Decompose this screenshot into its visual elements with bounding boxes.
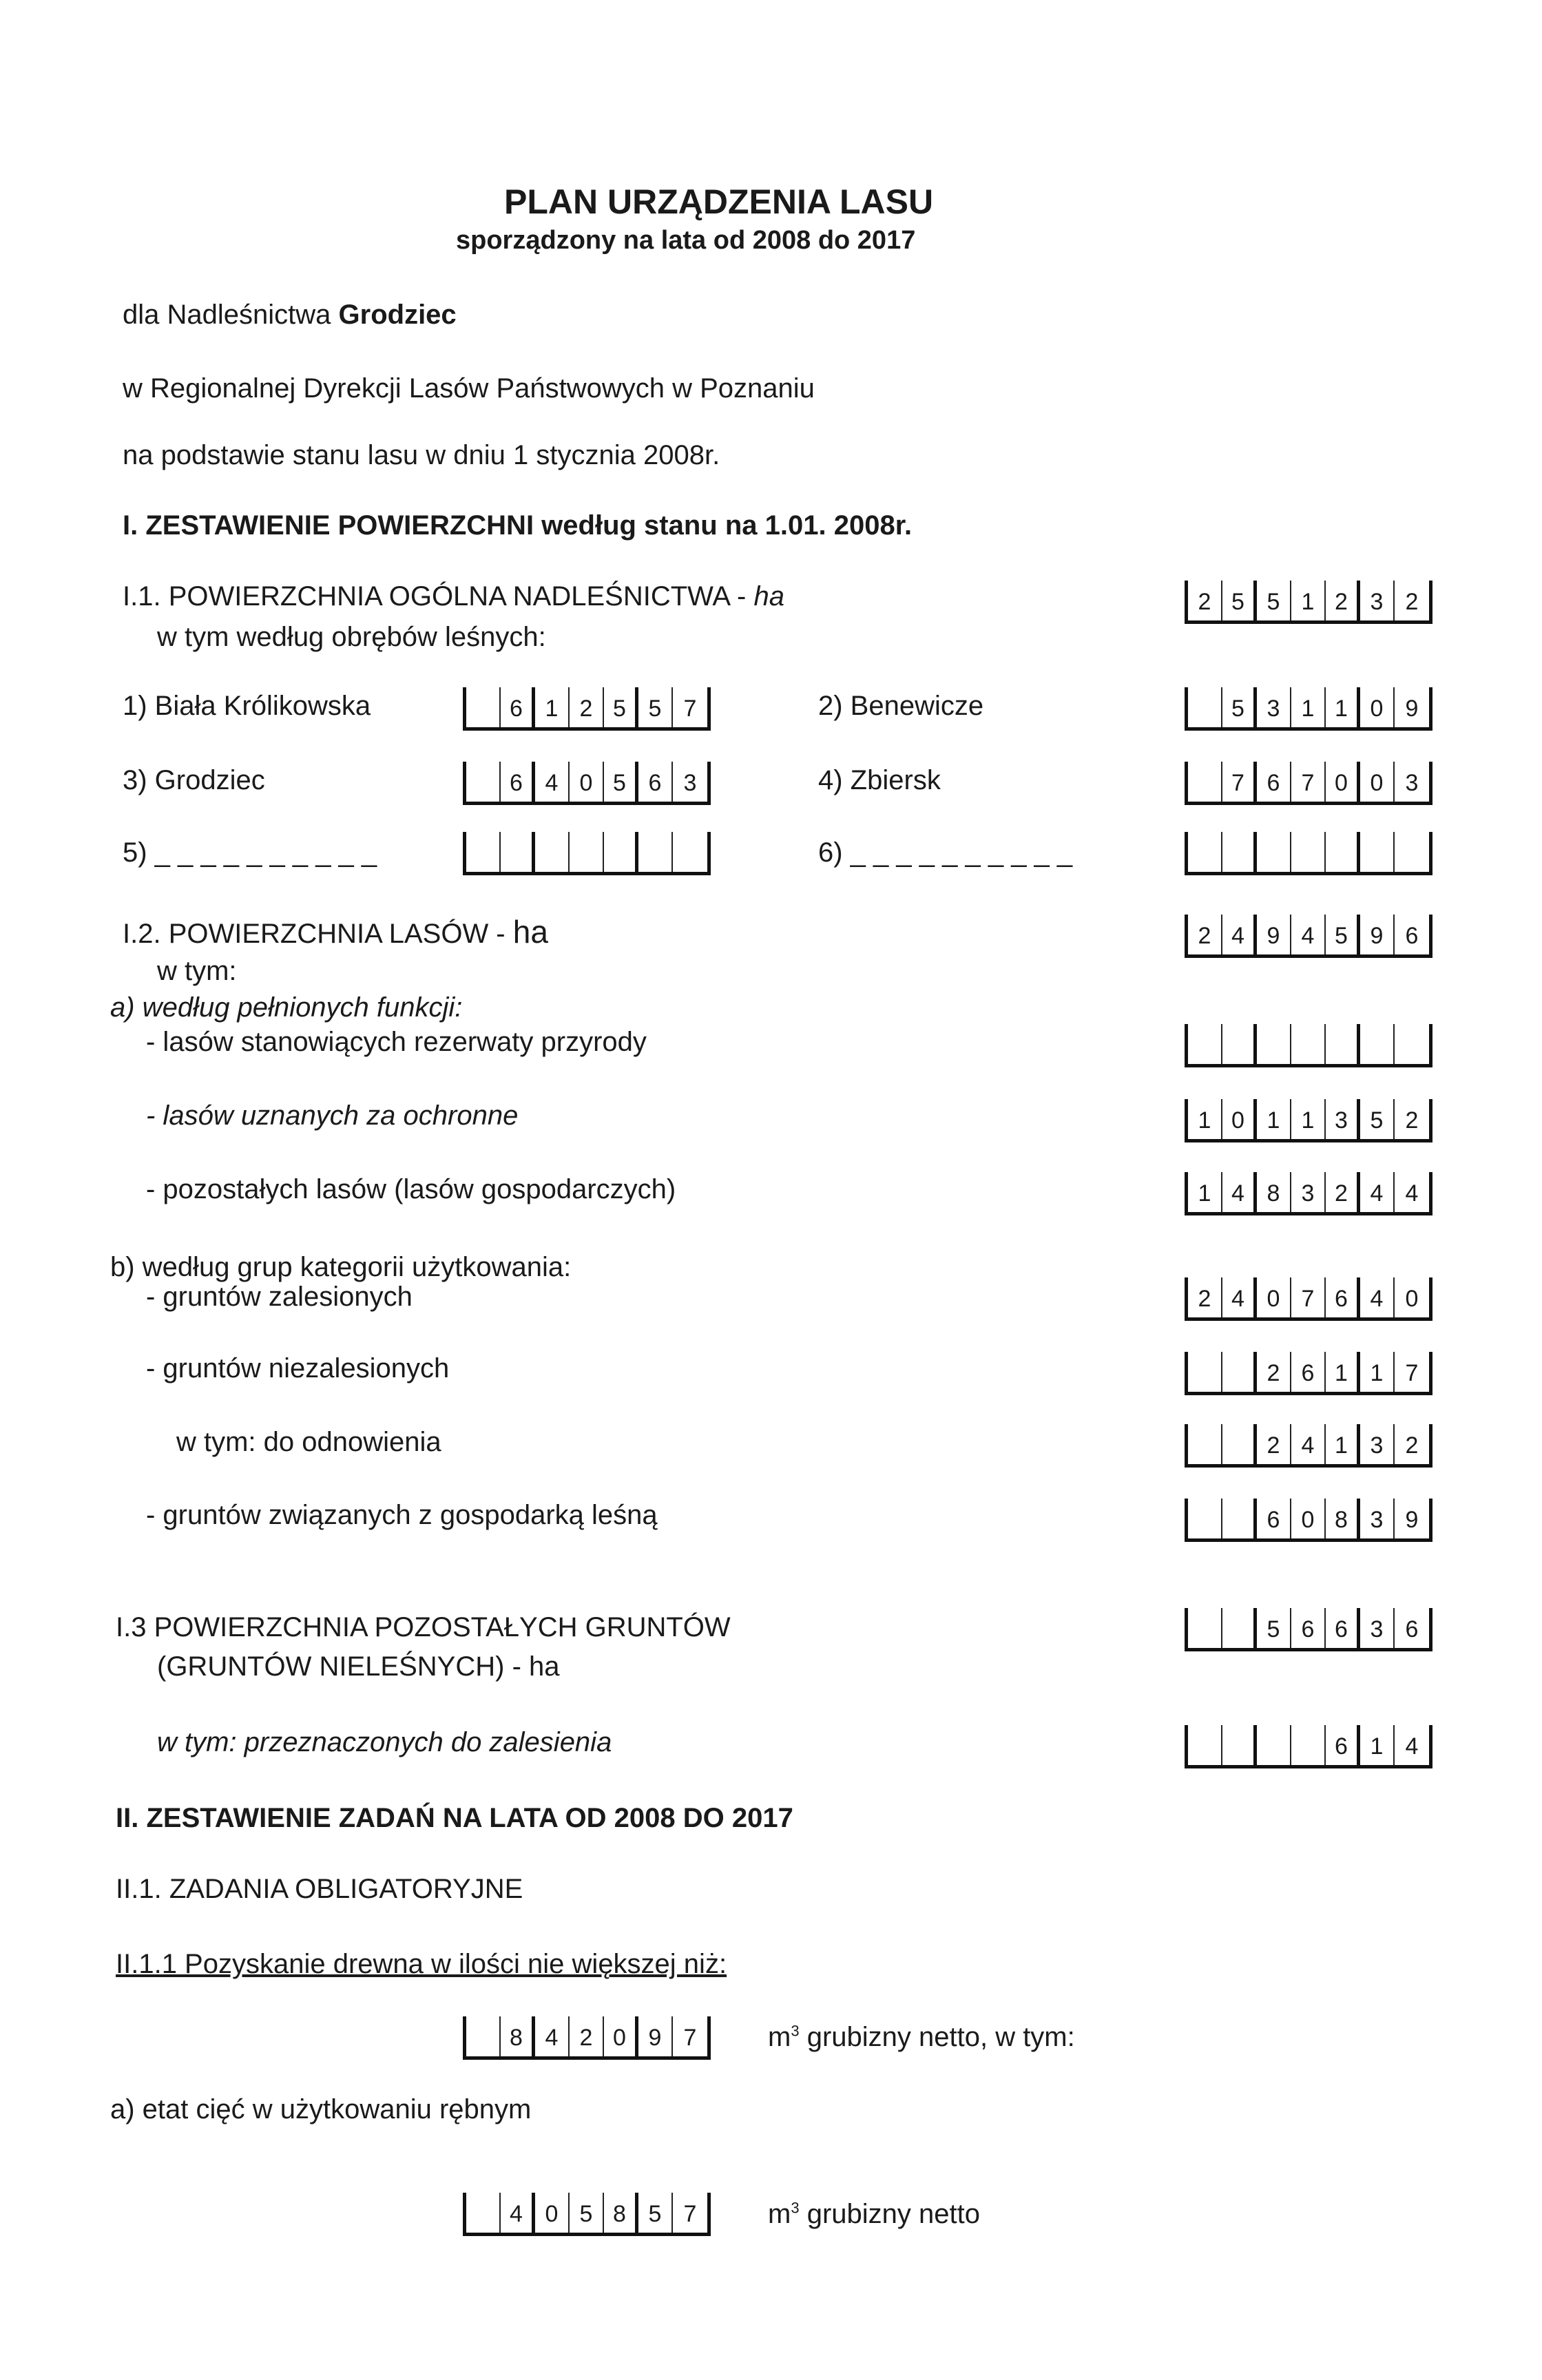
s13-sub-text: w tym: przeznaczonych do zalesienia <box>157 1727 612 1757</box>
obreb-3-field[interactable] <box>463 762 711 805</box>
digit-cell: 3 <box>1326 1099 1360 1139</box>
digit-cell: 8 <box>501 2016 535 2056</box>
digit-cell: 1 <box>1188 1172 1222 1212</box>
digit-cell: 6 <box>638 762 673 802</box>
etat-field[interactable] <box>463 2193 711 2236</box>
digit-cell: 1 <box>1257 1099 1291 1139</box>
obreb-5-label: 5) _ _ _ _ _ _ _ _ _ _ <box>123 837 377 868</box>
etat-unit-rest: grubizny netto <box>799 2199 980 2229</box>
digit-cell: 7 <box>1291 1277 1326 1317</box>
digit-cell: 4 <box>1291 1424 1326 1464</box>
digit-cell <box>1222 1024 1257 1064</box>
digit-cell: 9 <box>1405 1506 1419 1533</box>
digit-cell: 3 <box>1257 687 1291 727</box>
digit-cell <box>1188 762 1222 802</box>
digit-cell: 1 <box>1326 1424 1360 1464</box>
digit-cell <box>1222 1608 1257 1648</box>
s13-sub-field[interactable] <box>1185 1725 1432 1768</box>
digit-cell: 4 <box>535 762 570 802</box>
s12-a-label: a) według pełnionych funkcji: <box>110 992 463 1023</box>
b-item-2-label: - gruntów niezalesionych <box>146 1353 450 1384</box>
digit-cell: 6 <box>1257 762 1291 802</box>
total-harvest-unit <box>768 2023 1075 2051</box>
s13-sub-label <box>157 1729 612 1756</box>
nadlesnictwo-name: Grodziec <box>338 300 457 330</box>
digit-cell: 5 <box>604 687 638 727</box>
digit-cell <box>535 832 570 872</box>
digit-cell: 4 <box>1222 1172 1257 1212</box>
digit-cell: 5 <box>1326 915 1360 954</box>
digit-cell <box>1222 1499 1257 1538</box>
digit-cell <box>1188 1352 1222 1392</box>
b-item-1-field[interactable] <box>1185 1277 1432 1321</box>
b-item-4-field[interactable] <box>1185 1499 1432 1542</box>
digit-cell: 0 <box>1360 687 1395 727</box>
digit-cell: 5 <box>570 2193 604 2233</box>
nadlesnictwo-line <box>123 301 457 328</box>
digit-cell: 2 <box>1188 1277 1222 1317</box>
digit-cell: 0 <box>535 2193 570 2233</box>
s12-unit: ha <box>512 914 548 950</box>
digit-cell <box>466 832 501 872</box>
digit-cell <box>1291 1024 1326 1064</box>
a-item-1-field[interactable] <box>1185 1024 1432 1067</box>
digit-cell: 4 <box>1405 1180 1419 1207</box>
digit-cell: 4 <box>1222 915 1257 954</box>
digit-cell: 5 <box>1360 1099 1395 1139</box>
digit-cell: 8 <box>1326 1499 1360 1538</box>
digit-cell <box>1188 1024 1222 1064</box>
digit-cell: 1 <box>1326 687 1360 727</box>
digit-cell <box>1222 1352 1257 1392</box>
etat-unit-sup: 3 <box>791 2199 800 2217</box>
digit-cell: 4 <box>1222 1277 1257 1317</box>
digit-cell: 8 <box>604 2193 638 2233</box>
digit-cell: 1 <box>1360 1352 1395 1392</box>
digit-cell: 6 <box>501 687 535 727</box>
digit-cell: 4 <box>1405 1733 1419 1760</box>
digit-cell: 3 <box>1360 581 1395 620</box>
digit-cell: 6 <box>1405 1616 1419 1642</box>
section2-title: II. ZESTAWIENIE ZADAŃ NA LATA OD 2008 DO 2017 <box>116 1803 793 1833</box>
digit-cell: 3 <box>1360 1424 1395 1464</box>
s12-value-field[interactable] <box>1185 915 1432 958</box>
digit-cell: 0 <box>1222 1099 1257 1139</box>
obreb-5-field[interactable] <box>463 832 711 875</box>
digit-cell <box>673 832 707 872</box>
unit-sup: 3 <box>791 2022 800 2040</box>
digit-cell <box>570 832 604 872</box>
digit-cell: 7 <box>683 695 697 722</box>
digit-cell <box>1222 1725 1257 1765</box>
digit-cell: 0 <box>1291 1499 1326 1538</box>
digit-cell: 7 <box>1291 762 1326 802</box>
digit-cell: 4 <box>501 2193 535 2233</box>
digit-cell: 1 <box>1360 1725 1395 1765</box>
digit-cell: 1 <box>535 687 570 727</box>
digit-cell <box>1360 832 1395 872</box>
digit-cell: 2 <box>1405 588 1419 615</box>
digit-cell <box>1360 1024 1395 1064</box>
section2-a-label: a) etat cięć w użytkowaniu rębnym <box>110 2094 532 2125</box>
s11-sub: w tym według obrębów leśnych: <box>157 622 546 652</box>
s11-value-field[interactable] <box>1185 581 1432 624</box>
obreb-2-label: 2) Benewicze <box>818 691 984 721</box>
digit-cell <box>1188 687 1222 727</box>
digit-cell: 4 <box>535 2016 570 2056</box>
digit-cell: 1 <box>1291 687 1326 727</box>
digit-cell <box>1291 832 1326 872</box>
digit-cell <box>1291 1725 1326 1765</box>
s12-w-tym: w tym: <box>157 956 237 986</box>
digit-cell <box>1188 832 1222 872</box>
etat-unit-m: m <box>768 2199 791 2229</box>
s13-label: I.3 POWIERZCHNIA POZOSTAŁYCH GRUNTÓW <box>116 1612 731 1642</box>
digit-cell: 6 <box>1326 1725 1360 1765</box>
digit-cell: 8 <box>1257 1172 1291 1212</box>
s13-value-field[interactable] <box>1185 1608 1432 1651</box>
obreb-6-label: 6) _ _ _ _ _ _ _ _ _ _ <box>818 837 1073 868</box>
digit-cell: 6 <box>1405 922 1419 949</box>
digit-cell: 7 <box>683 2024 697 2051</box>
b-item-3-label: w tym: do odnowienia <box>176 1427 441 1457</box>
digit-cell: 7 <box>1405 1359 1419 1386</box>
digit-cell: 6 <box>1291 1352 1326 1392</box>
digit-cell: 1 <box>1326 1352 1360 1392</box>
digit-cell: 5 <box>604 762 638 802</box>
etat-unit <box>768 2200 980 2228</box>
s13-label2: (GRUNTÓW NIELEŚNYCH) - ha <box>157 1651 560 1682</box>
obreb-2-field[interactable] <box>1185 687 1432 731</box>
digit-cell: 0 <box>1326 762 1360 802</box>
digit-cell: 2 <box>1257 1352 1291 1392</box>
digit-cell <box>1222 832 1257 872</box>
digit-cell <box>1257 1024 1291 1064</box>
digit-cell <box>1188 1499 1222 1538</box>
s12-b-label: b) według grup kategorii użytkowania: <box>110 1252 572 1282</box>
digit-cell <box>1188 1424 1222 1464</box>
digit-cell <box>1188 1608 1222 1648</box>
digit-cell: 7 <box>1222 762 1257 802</box>
digit-cell <box>1188 1725 1222 1765</box>
s11-unit: ha <box>753 581 784 612</box>
digit-cell: 4 <box>1360 1172 1395 1212</box>
obreb-3-label: 3) Grodziec <box>123 765 265 795</box>
digit-cell: 2 <box>570 687 604 727</box>
a-item-1-label: - lasów stanowiących rezerwaty przyrody <box>146 1027 647 1057</box>
digit-cell: 2 <box>1326 581 1360 620</box>
digit-cell <box>1326 832 1360 872</box>
digit-cell: 7 <box>683 2200 697 2227</box>
digit-cell: 5 <box>1257 1608 1291 1648</box>
stan-line: na podstawie stanu lasu w dniu 1 stycznia 2008r. <box>123 440 720 470</box>
digit-cell: 6 <box>1257 1499 1291 1538</box>
digit-cell: 5 <box>1222 581 1257 620</box>
a-item-2-label: - lasów uznanych za ochronne <box>146 1100 519 1131</box>
section1-title: I. ZESTAWIENIE POWIERZCHNI według stanu na 1.01. 2008r. <box>123 510 913 541</box>
digit-cell: 9 <box>1405 695 1419 722</box>
digit-cell: 3 <box>1360 1608 1395 1648</box>
b-item-1-label: - gruntów zalesionych <box>146 1282 413 1312</box>
digit-cell: 5 <box>638 687 673 727</box>
a-item-3-label: - pozostałych lasów (lasów gospodarczych) <box>146 1174 676 1204</box>
unit-m: m <box>768 2022 791 2052</box>
digit-cell: 0 <box>604 2016 638 2056</box>
s12-label <box>123 916 548 948</box>
digit-cell: 5 <box>638 2193 673 2233</box>
section2-s211: II.1.1 Pozyskanie drewna w ilości nie większej niż: <box>116 1949 727 1979</box>
digit-cell: 2 <box>1405 1107 1419 1134</box>
obreb-4-field[interactable] <box>1185 762 1432 805</box>
digit-cell <box>466 687 501 727</box>
digit-cell: 6 <box>1291 1608 1326 1648</box>
digit-cell: 1 <box>1188 1099 1222 1139</box>
digit-cell: 3 <box>1405 769 1419 796</box>
digit-cell <box>638 832 673 872</box>
digit-cell <box>501 832 535 872</box>
digit-cell: 9 <box>1360 915 1395 954</box>
digit-cell <box>1222 1424 1257 1464</box>
digit-cell: 1 <box>1291 581 1326 620</box>
total-unit-rest: grubizny netto, w tym: <box>799 2022 1075 2052</box>
digit-cell: 0 <box>1405 1285 1419 1312</box>
obreb-1-field[interactable] <box>463 687 711 731</box>
digit-cell: 5 <box>1257 581 1291 620</box>
digit-cell: 4 <box>1360 1277 1395 1317</box>
digit-cell: 6 <box>501 762 535 802</box>
s11-label <box>123 583 784 610</box>
total-harvest-field[interactable] <box>463 2016 711 2060</box>
digit-cell: 2 <box>1405 1432 1419 1459</box>
s12-label-text: I.2. POWIERZCHNIA LASÓW - <box>123 919 506 949</box>
a-item-3-field[interactable] <box>1185 1172 1432 1215</box>
digit-cell: 9 <box>638 2016 673 2056</box>
digit-cell: 1 <box>1291 1099 1326 1139</box>
digit-cell <box>466 762 501 802</box>
digit-cell: 0 <box>570 762 604 802</box>
b-item-3-field[interactable] <box>1185 1424 1432 1468</box>
digit-cell: 2 <box>1188 915 1222 954</box>
digit-cell: 9 <box>1257 915 1291 954</box>
rdlp-line: w Regionalnej Dyrekcji Lasów Państwowych w Poznaniu <box>123 373 815 404</box>
digit-cell: 3 <box>683 769 697 796</box>
obreb-1-label: 1) Biała Królikowska <box>123 691 371 721</box>
s11-label-text: I.1. POWIERZCHNIA OGÓLNA NADLEŚNICTWA - <box>123 581 747 612</box>
digit-cell: 2 <box>1326 1172 1360 1212</box>
obreb-6-field[interactable] <box>1185 832 1432 875</box>
digit-cell <box>1257 1725 1291 1765</box>
digit-cell: 2 <box>1188 581 1222 620</box>
digit-cell <box>1326 1024 1360 1064</box>
digit-cell: 3 <box>1291 1172 1326 1212</box>
page-title: PLAN URZĄDZENIA LASU <box>504 182 934 221</box>
digit-cell <box>1257 832 1291 872</box>
obreb-4-label: 4) Zbiersk <box>818 765 941 795</box>
digit-cell <box>466 2193 501 2233</box>
digit-cell <box>1395 832 1429 872</box>
digit-cell: 0 <box>1257 1277 1291 1317</box>
digit-cell <box>1395 1024 1429 1064</box>
section2-s21: II.1. ZADANIA OBLIGATORYJNE <box>116 1874 523 1904</box>
digit-cell <box>604 832 638 872</box>
digit-cell: 3 <box>1360 1499 1395 1538</box>
nadlesnictwo-label: dla Nadleśnictwa <box>123 300 331 330</box>
b-item-2-field[interactable] <box>1185 1352 1432 1395</box>
digit-cell: 4 <box>1291 915 1326 954</box>
b-item-4-label: - gruntów związanych z gospodarką leśną <box>146 1500 658 1530</box>
digit-cell: 0 <box>1360 762 1395 802</box>
digit-cell: 6 <box>1326 1608 1360 1648</box>
digit-cell: 6 <box>1326 1277 1360 1317</box>
page-subtitle: sporządzony na lata od 2008 do 2017 <box>456 226 916 255</box>
digit-cell: 2 <box>1257 1424 1291 1464</box>
a-item-2-field[interactable] <box>1185 1099 1432 1142</box>
digit-cell <box>466 2016 501 2056</box>
digit-cell: 5 <box>1222 687 1257 727</box>
digit-cell: 2 <box>570 2016 604 2056</box>
